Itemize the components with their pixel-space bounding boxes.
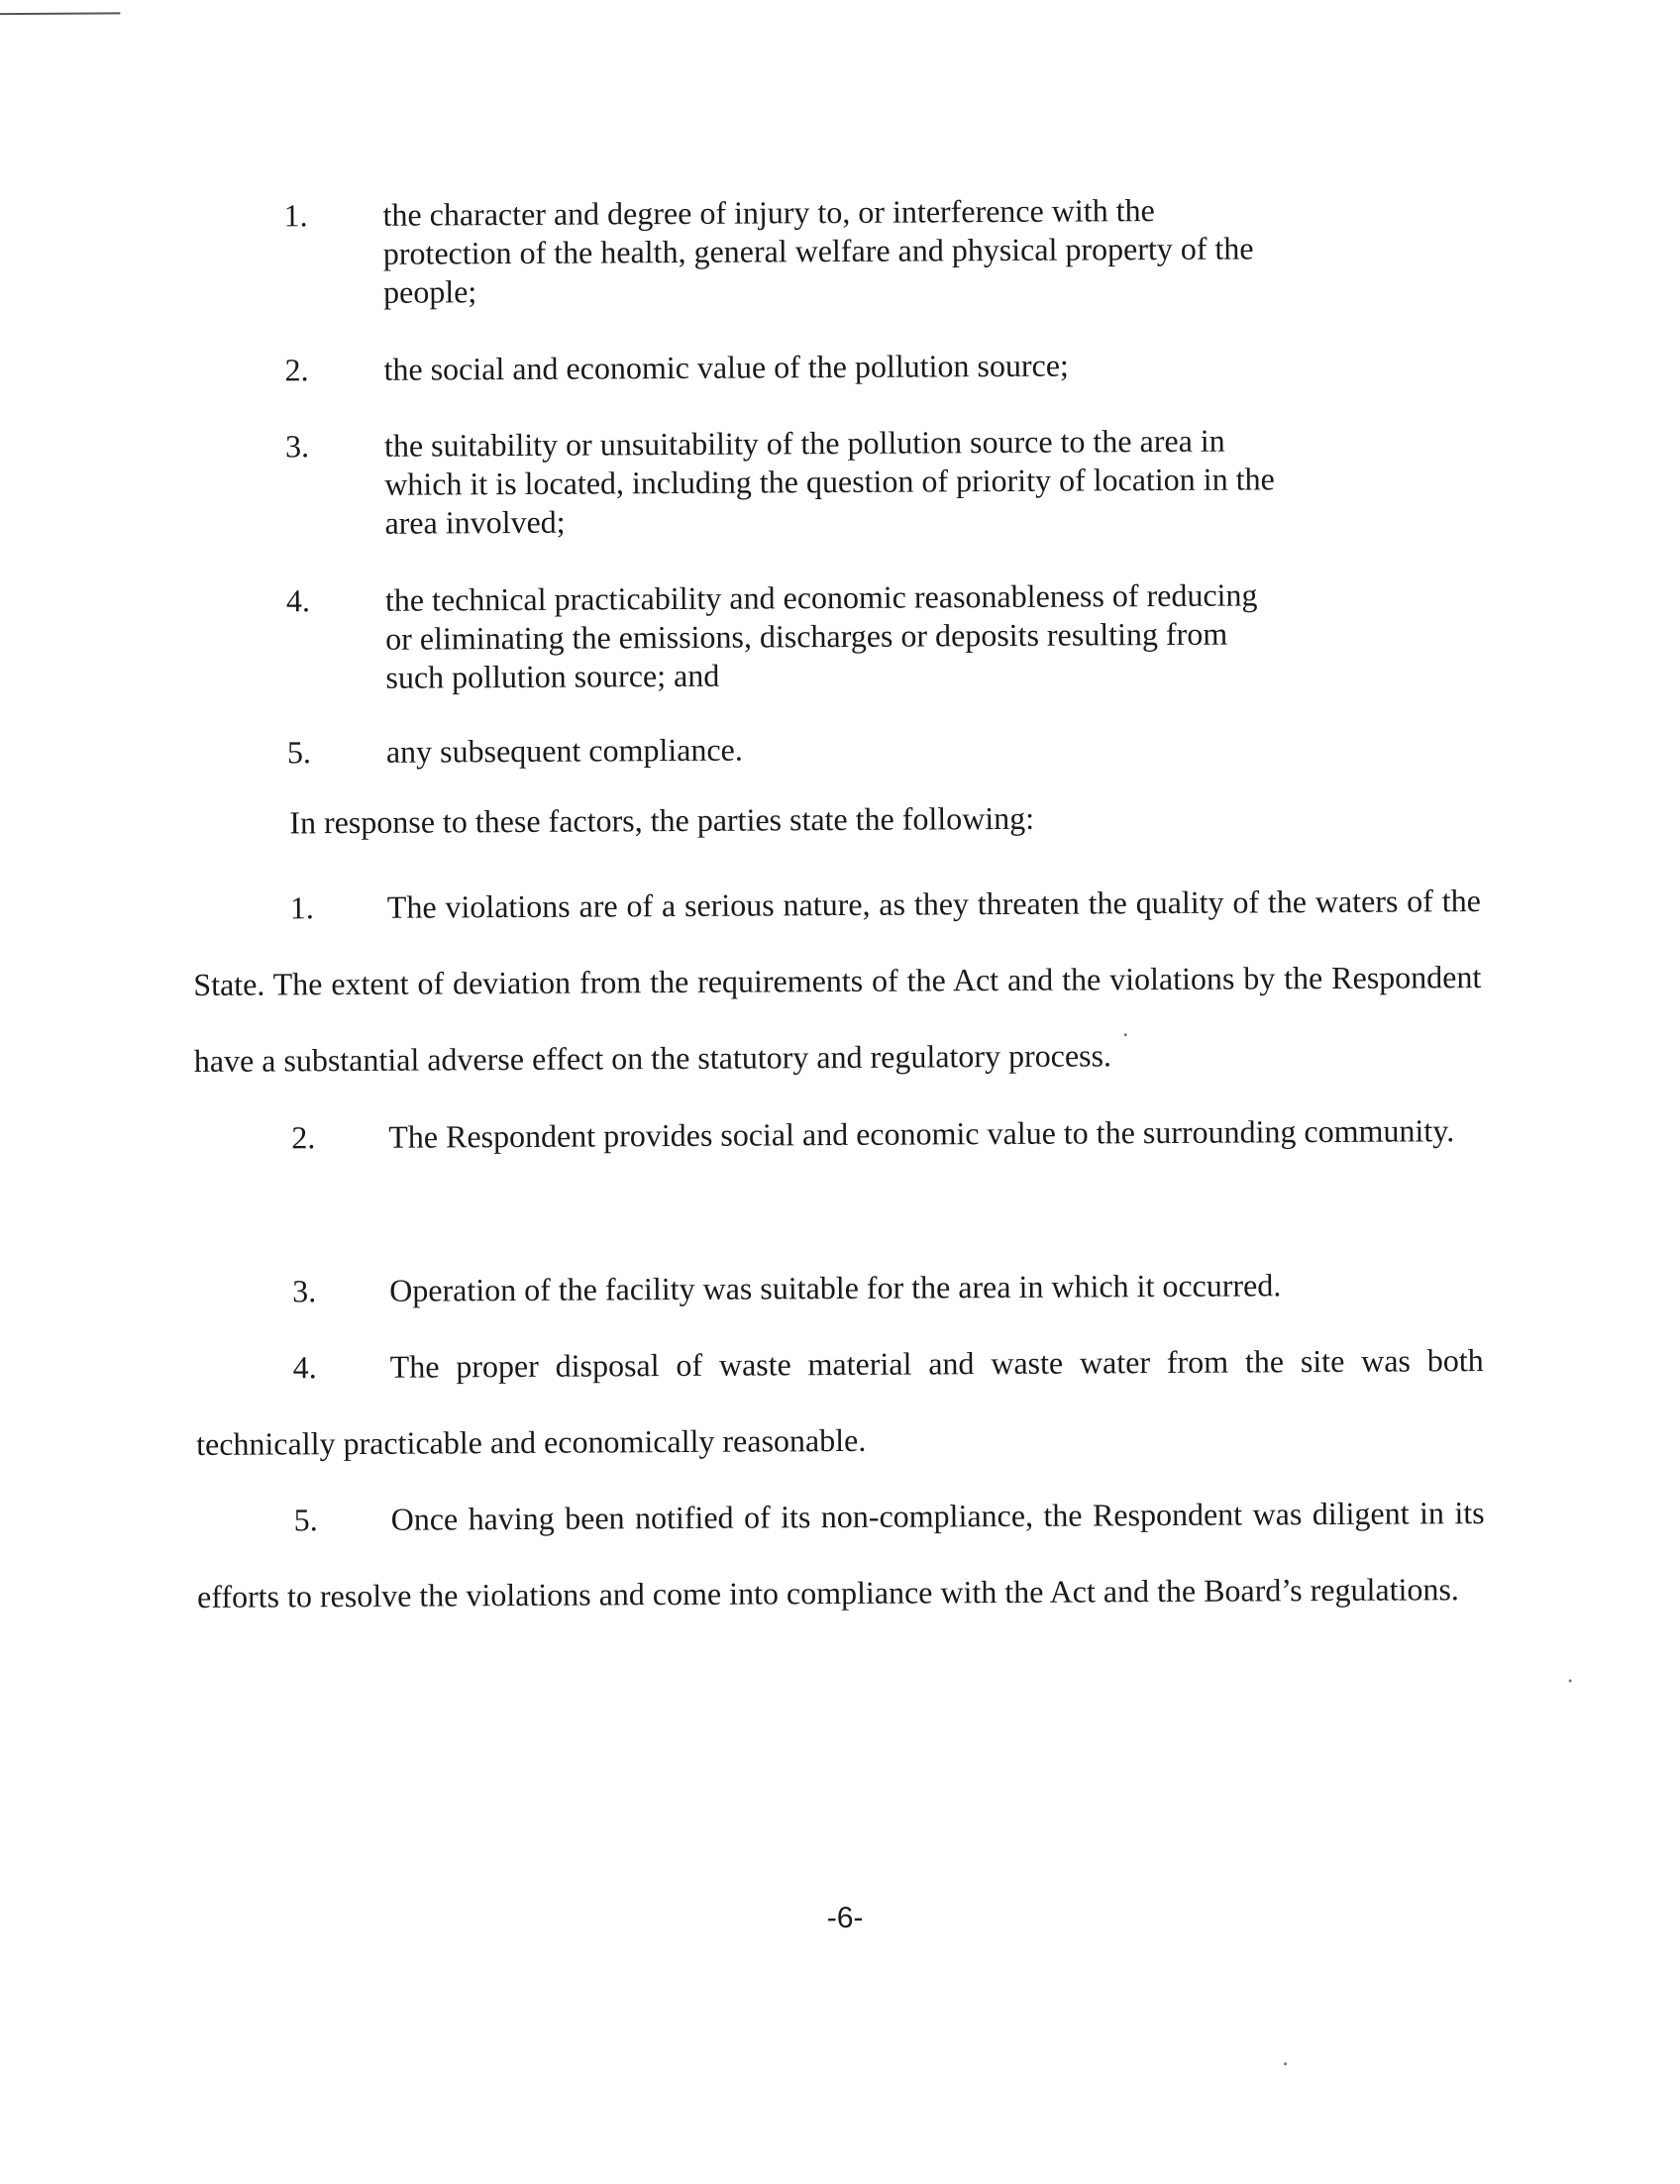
factor-item-5 [0,725,1678,771]
factor-item-2 [0,343,1675,388]
scan-speck [1284,2062,1287,2065]
factor-text: any subsequent compliance. [385,731,743,770]
response-paragraph-3 [195,1246,1483,1330]
response-number: 3. [292,1273,317,1309]
response-text: Operation of the facility was suitable for the area in which it occurred. [389,1267,1282,1308]
factor-number: 4. [285,582,311,619]
factor-text: the suitability or unsuitability of the pollution source to the area in which it is located, including the question of priority of location in the area involved; [383,422,1275,541]
factor-number: 2. [284,352,309,388]
response-number: 4. [292,1349,317,1386]
factor-number: 5. [286,734,312,771]
page-number: -6- [826,1901,864,1935]
response-intro: In response to these factors, the parties state the following: [289,799,1035,841]
response-text: The proper disposal of waste material and waste water from the site was both technically practicable and economically reasonable. [196,1342,1484,1462]
response-paragraph-2 [194,1092,1482,1177]
response-text: The Respondent provides social and economic value to the surrounding community. [388,1112,1455,1155]
factor-item-1 [0,188,1674,310]
response-number: 5. [293,1502,318,1538]
response-paragraph-4 [195,1322,1484,1483]
factor-text: the technical practicability and economic reasonableness of reducing or eliminating the emissions, discharges or deposits resulting from such pollution source; and [384,576,1258,695]
scan-edge-line [0,12,120,15]
factor-text: the social and economic value of the pollution source; [383,347,1069,387]
factor-number: 1. [283,197,308,234]
response-text: Once having been notified of its non-compliance, the Respondent was diligent in its efforts to resolve the violations and come into compliance with the Act and the Board’s regulations. [197,1495,1485,1614]
factor-text: the character and degree of injury to, or interference with the protection of the health, general welfare and physical property of the people; [382,192,1254,310]
scan-speck [1569,1679,1572,1682]
factor-item-4 [0,573,1677,695]
response-text: The violations are of a serious nature, as they threaten the quality of the waters of the State. The extent of deviation from the requirements of the Act and the violations by the Respondent have a substantial adverse effect on the statutory and regulatory process. [193,883,1482,1079]
factor-number: 3. [284,428,310,465]
scan-speck [1124,1033,1127,1036]
response-paragraph-1 [193,863,1482,1099]
response-paragraph-5 [196,1475,1485,1635]
response-number: 1. [289,889,314,926]
factor-item-3 [0,419,1676,541]
response-number: 2. [291,1119,316,1156]
